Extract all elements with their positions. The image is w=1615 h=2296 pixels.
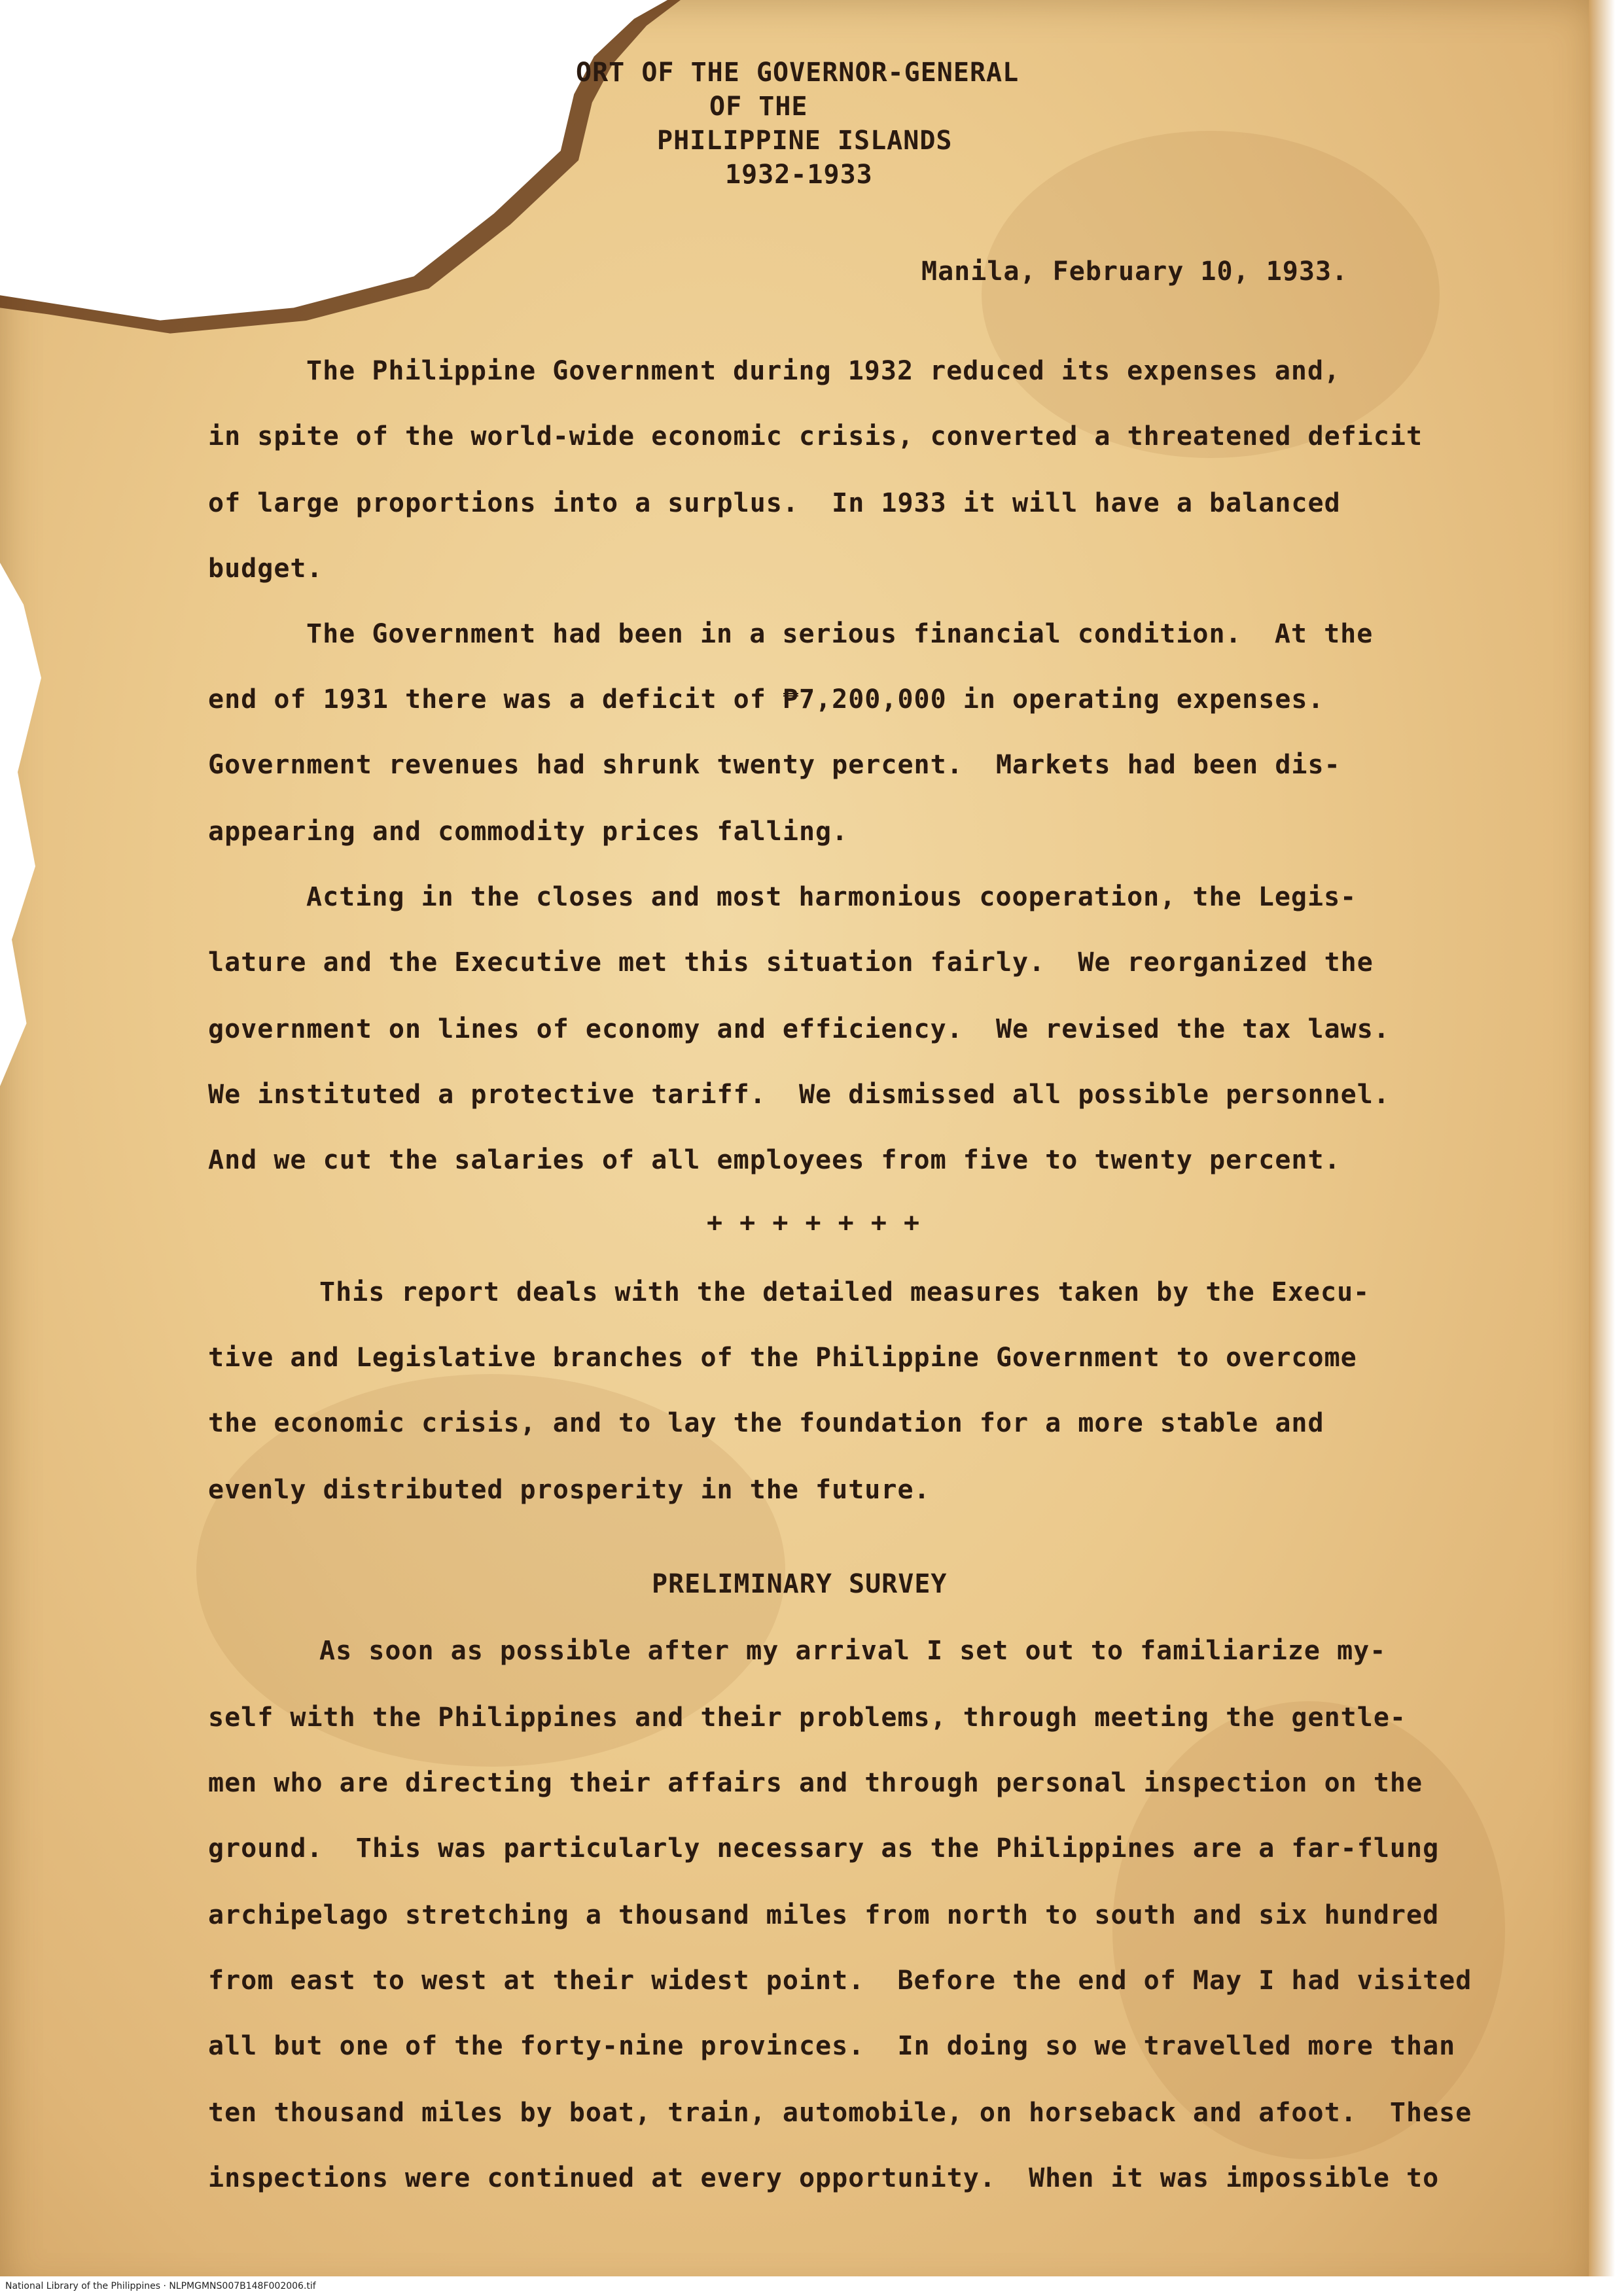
report-title: 1932-1933 [725, 160, 873, 190]
body-line: inspections were continued at every opportunity. When it was impossible to [208, 2163, 1440, 2193]
body-line: men who are directing their affairs and through personal inspection on the [208, 1768, 1423, 1798]
body-line: from east to west at their widest point. Before the end of May I had visited [208, 1966, 1472, 1996]
report-title: PHILIPPINE ISLANDS [657, 126, 953, 156]
body-line: evenly distributed prosperity in the future. [208, 1475, 931, 1505]
body-line: budget. [208, 554, 323, 584]
body-line: Government revenues had shrunk twenty percent. Markets had been dis- [208, 750, 1341, 780]
body-line: tive and Legislative branches of the Philippine Government to overcome [208, 1343, 1357, 1373]
section-title: PRELIMINARY SURVEY [652, 1569, 948, 1599]
body-line: archipelago stretching a thousand miles from north to south and six hundred [208, 1900, 1440, 1930]
body-line: end of 1931 there was a deficit of ₱7,200,000 in operating expenses. [208, 684, 1324, 715]
body-line: ground. This was particularly necessary as the Philippines are a far-flung [208, 1833, 1440, 1863]
body-line: self with the Philippines and their problems, through meeting the gentle- [208, 1703, 1406, 1733]
body-line: all but one of the forty-nine provinces. In doing so we travelled more than [208, 2031, 1456, 2061]
body-line: We instituted a protective tariff. We dismissed all possible personnel. [208, 1080, 1390, 1110]
body-line: The Government had been in a serious financial condition. At the [306, 619, 1374, 649]
body-line: This report deals with the detailed measures taken by the Execu- [319, 1277, 1370, 1307]
report-title: OF THE [709, 92, 808, 122]
body-line: ten thousand miles by boat, train, automobile, on horseback and afoot. These [208, 2098, 1472, 2128]
body-line: government on lines of economy and efficiency. We revised the tax laws. [208, 1014, 1390, 1044]
dateline: Manila, February 10, 1933. [921, 256, 1349, 287]
report-title: ORT OF THE GOVERNOR-GENERAL [576, 58, 1020, 88]
body-line: appearing and commodity prices falling. [208, 817, 849, 847]
archive-footer: National Library of the Philippines · NLPMGMNS007B148F002006.tif [0, 2276, 1615, 2296]
body-line: Acting in the closes and most harmonious cooperation, the Legis- [306, 882, 1357, 912]
section-separator: + + + + + + + [707, 1208, 921, 1238]
body-line: of large proportions into a surplus. In 1933 it will have a balanced [208, 488, 1341, 518]
body-line: lature and the Executive met this situation fairly. We reorganized the [208, 947, 1374, 978]
body-line: The Philippine Government during 1932 reduced its expenses and, [306, 356, 1341, 386]
body-line: in spite of the world-wide economic crisis, converted a threatened deficit [208, 421, 1423, 451]
body-line: And we cut the salaries of all employees from five to twenty percent. [208, 1145, 1341, 1175]
body-line: the economic crisis, and to lay the foundation for a more stable and [208, 1408, 1324, 1438]
body-line: As soon as possible after my arrival I set out to familiarize my- [319, 1636, 1387, 1666]
